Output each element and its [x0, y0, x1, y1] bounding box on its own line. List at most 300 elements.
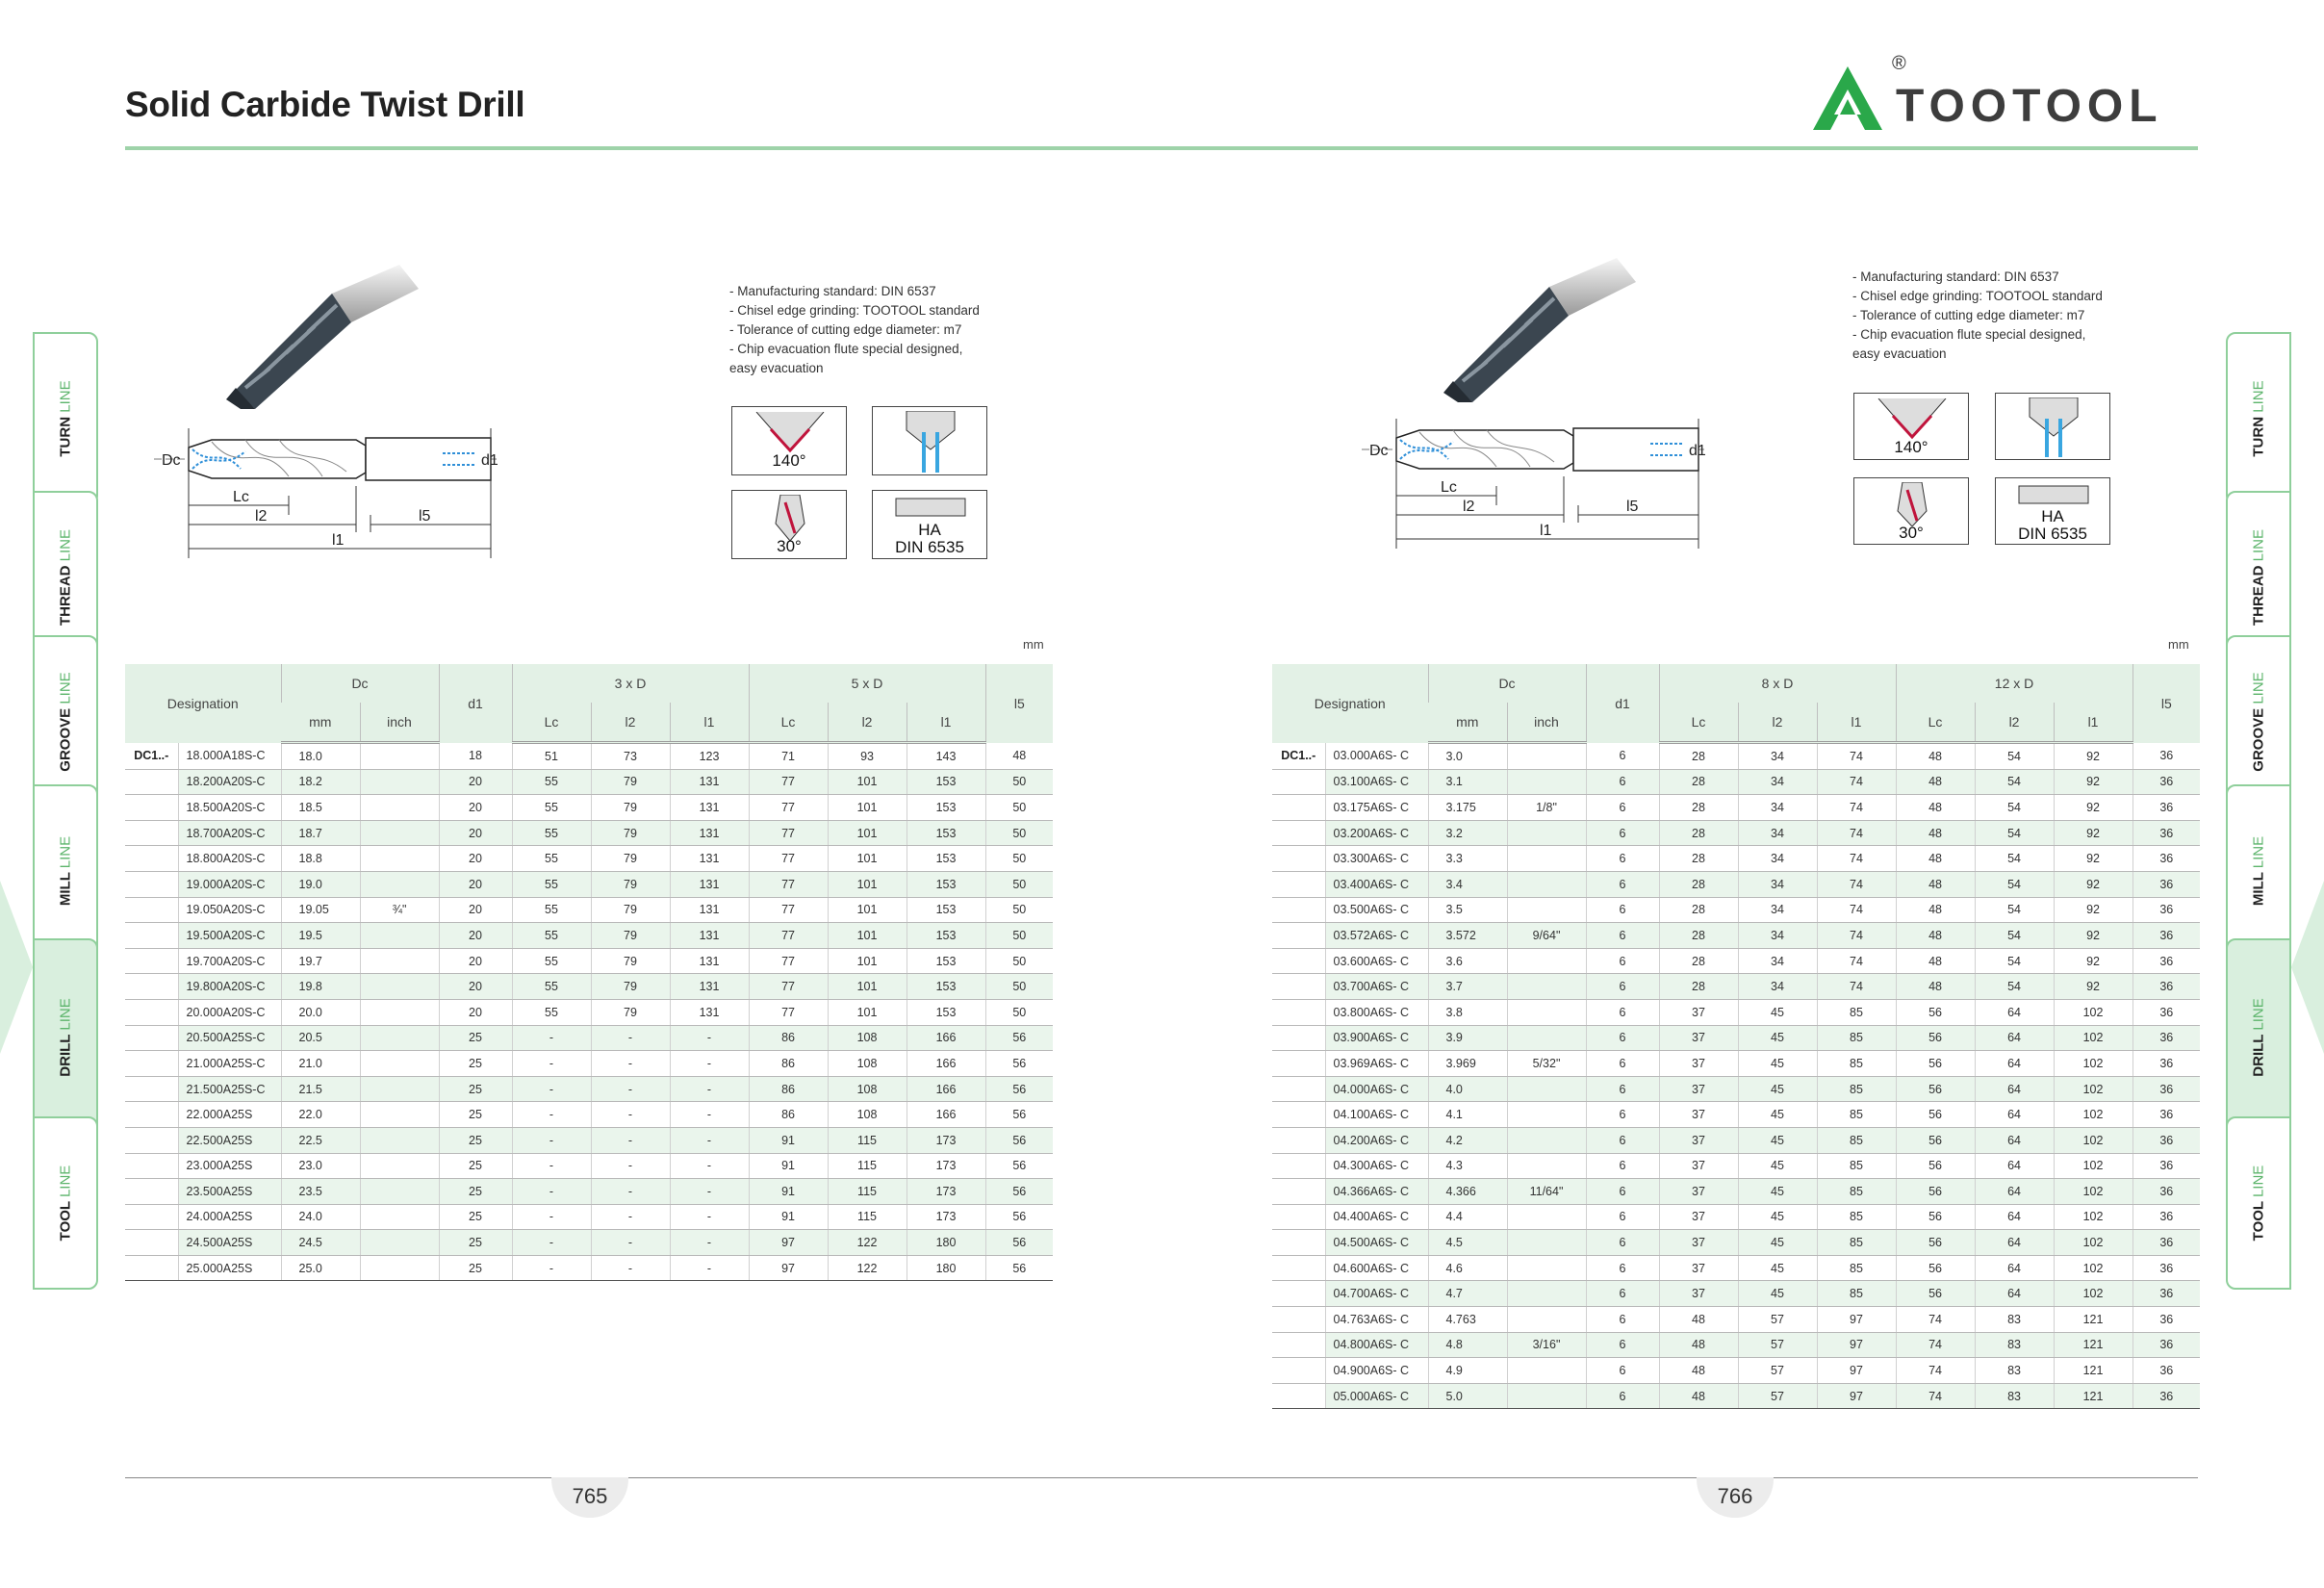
table-cell: 3.3 [1428, 846, 1507, 872]
table-cell: 97 [749, 1230, 828, 1256]
table-cell: 54 [1975, 871, 2054, 897]
table-cell: 77 [749, 871, 828, 897]
table-cell: 19.050A20S-C [178, 897, 281, 923]
table-cell: 85 [1817, 1230, 1896, 1256]
table-cell: 04.500A6S- C [1325, 1230, 1428, 1256]
table-cell: 48 [1896, 846, 1975, 872]
col-l2: l2 [591, 703, 670, 743]
table-row [1272, 1051, 2200, 1077]
table-cell: 56 [1896, 1025, 1975, 1051]
tab-drill-line-left[interactable]: DRILL LINE [33, 938, 98, 1136]
table-cell: - [512, 1179, 591, 1205]
table-cell: 23.000A25S [178, 1153, 281, 1179]
table-cell: 3.175 [1428, 795, 1507, 821]
table-row [125, 1102, 1053, 1128]
table-cell: 74 [1817, 974, 1896, 1000]
table-cell: 101 [828, 948, 907, 974]
series-prefix [1272, 923, 1325, 949]
table-cell: 18.500A20S-C [178, 795, 281, 821]
table-cell: 45 [1738, 1179, 1817, 1205]
table-cell: 74 [1817, 769, 1896, 795]
table-cell: 85 [1817, 1127, 1896, 1153]
series-prefix [1272, 846, 1325, 872]
table-cell: 131 [670, 974, 749, 1000]
table-cell [1507, 1255, 1586, 1281]
table-row [1272, 1383, 2200, 1409]
table-cell: 24.000A25S [178, 1204, 281, 1230]
table-cell: 20 [439, 846, 512, 872]
table-cell: 101 [828, 871, 907, 897]
table-cell: 37 [1659, 1153, 1738, 1179]
table-cell: 23.500A25S [178, 1179, 281, 1205]
table-cell: 25 [439, 1102, 512, 1128]
col-d1: d1 [439, 664, 512, 743]
table-cell: 6 [1586, 1307, 1659, 1333]
table-cell: 3.2 [1428, 820, 1507, 846]
col-dc-mm: mm [281, 703, 360, 743]
table-cell: 85 [1817, 1102, 1896, 1128]
table-cell: 36 [2132, 1204, 2200, 1230]
table-row [125, 743, 1053, 770]
table-cell: 153 [907, 820, 985, 846]
table-cell [1507, 1127, 1586, 1153]
table-cell: 20 [439, 923, 512, 949]
unit-label-left: mm [1023, 637, 1044, 652]
table-cell [1507, 1307, 1586, 1333]
col-l2: l2 [1738, 703, 1817, 743]
table-cell: 143 [907, 743, 985, 770]
col-group-1: 3 x D [512, 664, 749, 703]
table-cell: 34 [1738, 743, 1817, 770]
table-cell: - [512, 1025, 591, 1051]
table-cell: 74 [1817, 820, 1896, 846]
table-cell: 56 [985, 1102, 1053, 1128]
spec-item: - Chip evacuation flute special designed, [1852, 327, 2086, 342]
table-cell: 64 [1975, 1025, 2054, 1051]
table-cell: 37 [1659, 1127, 1738, 1153]
table-cell: 54 [1975, 743, 2054, 770]
table-cell: 131 [670, 795, 749, 821]
table-cell: 64 [1975, 1230, 2054, 1256]
table-cell: 03.200A6S- C [1325, 820, 1428, 846]
table-cell: - [591, 1204, 670, 1230]
tab-turn-line-left[interactable]: TURN LINE [33, 332, 98, 505]
table-cell: 77 [749, 999, 828, 1025]
table-cell: 50 [985, 769, 1053, 795]
drill-photo-right [1434, 258, 1636, 402]
table-cell: 56 [1896, 1230, 1975, 1256]
table-cell: 64 [1975, 1153, 2054, 1179]
table-cell: 37 [1659, 1179, 1738, 1205]
table-cell: 48 [1896, 871, 1975, 897]
table-cell [360, 1025, 439, 1051]
table-cell: 74 [1896, 1332, 1975, 1358]
table-cell: - [670, 1204, 749, 1230]
table-cell: 101 [828, 846, 907, 872]
table-cell: 121 [2054, 1307, 2132, 1333]
table-cell: 20.500A25S-C [178, 1025, 281, 1051]
drill-photo-left [217, 265, 419, 409]
table-cell: 45 [1738, 1127, 1817, 1153]
table-cell: 04.300A6S- C [1325, 1153, 1428, 1179]
shank-icon [894, 497, 967, 518]
table-cell: 05.000A6S- C [1325, 1383, 1428, 1409]
series-prefix [125, 1255, 178, 1281]
table-cell [360, 1230, 439, 1256]
table-cell: 04.100A6S- C [1325, 1102, 1428, 1128]
table-cell: 74 [1817, 743, 1896, 770]
col-l2: l2 [1975, 703, 2054, 743]
col-dc: Dc [281, 664, 439, 703]
table-cell: 03.800A6S- C [1325, 999, 1428, 1025]
table-cell: 18.7 [281, 820, 360, 846]
table-cell: 102 [2054, 1230, 2132, 1256]
table-cell: 45 [1738, 1255, 1817, 1281]
table-cell: 54 [1975, 923, 2054, 949]
table-cell: 55 [512, 897, 591, 923]
active-tab-pointer [0, 881, 33, 1054]
table-cell: 55 [512, 795, 591, 821]
table-cell: 153 [907, 897, 985, 923]
table-cell: 101 [828, 897, 907, 923]
table-cell [1507, 1153, 1586, 1179]
spec-item: - Chisel edge grinding: TOOTOOL standard [729, 303, 980, 318]
table-cell: 36 [2132, 795, 2200, 821]
table-cell: 122 [828, 1230, 907, 1256]
table-cell: - [591, 1051, 670, 1077]
series-prefix [1272, 871, 1325, 897]
table-cell: 6 [1586, 1358, 1659, 1384]
table-cell: 04.366A6S- C [1325, 1179, 1428, 1205]
tab-tool-line-left[interactable]: TOOL LINE [33, 1116, 98, 1290]
table-row [1272, 999, 2200, 1025]
table-cell: 166 [907, 1076, 985, 1102]
series-prefix [1272, 769, 1325, 795]
table-cell: - [670, 1025, 749, 1051]
table-cell: 102 [2054, 1127, 2132, 1153]
table-cell: 92 [2054, 820, 2132, 846]
table-cell: 4.366 [1428, 1179, 1507, 1205]
table-cell: 74 [1817, 897, 1896, 923]
table-cell: 115 [828, 1127, 907, 1153]
table-cell: 180 [907, 1230, 985, 1256]
point-angle-box: 140° [731, 406, 847, 475]
table-cell: 102 [2054, 999, 2132, 1025]
series-prefix: DC1..- [125, 743, 178, 770]
table-cell: 6 [1586, 1076, 1659, 1102]
series-prefix [1272, 999, 1325, 1025]
table-cell: 79 [591, 974, 670, 1000]
table-cell: 03.600A6S- C [1325, 948, 1428, 974]
table-cell: 6 [1586, 1051, 1659, 1077]
table-cell: 102 [2054, 1179, 2132, 1205]
table-cell: 108 [828, 1051, 907, 1077]
table-cell: 48 [1896, 820, 1975, 846]
table-cell: 48 [1896, 923, 1975, 949]
table-cell: 37 [1659, 999, 1738, 1025]
table-cell: 3.6 [1428, 948, 1507, 974]
table-cell: 4.1 [1428, 1102, 1507, 1128]
table-cell: 48 [1659, 1383, 1738, 1409]
table-cell: 03.300A6S- C [1325, 846, 1428, 872]
table-cell: 74 [1817, 923, 1896, 949]
table-cell: 4.2 [1428, 1127, 1507, 1153]
table-cell: 56 [1896, 1102, 1975, 1128]
table-cell: 48 [1896, 948, 1975, 974]
table-cell: 93 [828, 743, 907, 770]
table-cell: 48 [985, 743, 1053, 770]
table-cell: 19.7 [281, 948, 360, 974]
table-cell: 18.200A20S-C [178, 769, 281, 795]
table-cell: 11/64" [1507, 1179, 1586, 1205]
table-cell: 48 [1896, 795, 1975, 821]
series-prefix [125, 897, 178, 923]
label-l1: l1 [1540, 523, 1552, 539]
table-cell: 131 [670, 897, 749, 923]
table-cell: 97 [1817, 1307, 1896, 1333]
table-cell: 166 [907, 1025, 985, 1051]
table-cell: 56 [985, 1127, 1053, 1153]
table-cell: 55 [512, 846, 591, 872]
series-prefix [125, 871, 178, 897]
table-cell: 25 [439, 1230, 512, 1256]
table-cell: 92 [2054, 897, 2132, 923]
table-cell: 101 [828, 820, 907, 846]
table-cell: 77 [749, 820, 828, 846]
table-cell: 85 [1817, 1255, 1896, 1281]
table-cell: 6 [1586, 1153, 1659, 1179]
logo-mark-icon [1809, 61, 1886, 138]
col-lc: Lc [512, 703, 591, 743]
table-cell: 36 [2132, 1153, 2200, 1179]
table-cell: 97 [749, 1255, 828, 1281]
tab-groove-line-left[interactable]: GROOVE LINE [33, 635, 98, 808]
table-cell: 92 [2054, 948, 2132, 974]
table-cell: 50 [985, 795, 1053, 821]
tab-mill-line-right[interactable]: MILL LINE [2226, 784, 2291, 958]
table-cell [1507, 1025, 1586, 1051]
series-prefix [125, 1127, 178, 1153]
table-cell: 48 [1659, 1307, 1738, 1333]
table-cell: 55 [512, 999, 591, 1025]
coolant-box [1995, 393, 2110, 460]
table-cell: 4.4 [1428, 1204, 1507, 1230]
tab-drill-line-right[interactable]: DRILL LINE [2226, 938, 2291, 1136]
table-cell: 04.763A6S- C [1325, 1307, 1428, 1333]
table-row [125, 871, 1053, 897]
table-cell: 04.600A6S- C [1325, 1255, 1428, 1281]
helix-angle-icon [1888, 482, 1936, 526]
table-cell: 45 [1738, 1025, 1817, 1051]
table-cell: 04.700A6S- C [1325, 1281, 1428, 1307]
table-row [1272, 1204, 2200, 1230]
table-cell [360, 795, 439, 821]
table-cell: 34 [1738, 923, 1817, 949]
table-cell: 54 [1975, 846, 2054, 872]
table-cell: 102 [2054, 1076, 2132, 1102]
drill-spec-table-left [125, 664, 1053, 1281]
table-row [125, 1230, 1053, 1256]
series-prefix [125, 820, 178, 846]
table-cell [1507, 820, 1586, 846]
table-cell: ¾" [360, 897, 439, 923]
col-group-1: 8 x D [1659, 664, 1896, 703]
table-cell: 83 [1975, 1358, 2054, 1384]
table-cell: 55 [512, 769, 591, 795]
unit-label-right: mm [2168, 637, 2189, 652]
table-cell: 4.7 [1428, 1281, 1507, 1307]
table-cell: 25 [439, 1204, 512, 1230]
series-prefix [1272, 1102, 1325, 1128]
series-prefix [125, 1179, 178, 1205]
table-cell: 24.500A25S [178, 1230, 281, 1256]
table-cell: 45 [1738, 999, 1817, 1025]
table-cell: 48 [1659, 1358, 1738, 1384]
tab-groove-line-right[interactable]: GROOVE LINE [2226, 635, 2291, 808]
table-row [125, 1179, 1053, 1205]
series-prefix [125, 948, 178, 974]
spec-item: - Tolerance of cutting edge diameter: m7 [1852, 308, 2085, 322]
table-cell: - [591, 1230, 670, 1256]
table-cell: 03.500A6S- C [1325, 897, 1428, 923]
table-cell: 79 [591, 846, 670, 872]
table-cell: 73 [591, 743, 670, 770]
table-cell: 6 [1586, 795, 1659, 821]
table-row [125, 1076, 1053, 1102]
table-cell: 37 [1659, 1102, 1738, 1128]
table-row [1272, 1102, 2200, 1128]
table-cell: 28 [1659, 948, 1738, 974]
table-cell: 19.05 [281, 897, 360, 923]
table-cell: 123 [670, 743, 749, 770]
table-cell: 85 [1817, 1051, 1896, 1077]
table-cell [360, 999, 439, 1025]
table-cell [360, 1076, 439, 1102]
table-cell: 25 [439, 1127, 512, 1153]
table-cell: 20 [439, 974, 512, 1000]
table-cell: 97 [1817, 1383, 1896, 1409]
table-cell: 79 [591, 820, 670, 846]
table-cell: 54 [1975, 897, 2054, 923]
table-cell: 153 [907, 871, 985, 897]
table-cell: 34 [1738, 974, 1817, 1000]
table-cell: 21.000A25S-C [178, 1051, 281, 1077]
table-cell: 79 [591, 769, 670, 795]
table-cell: 74 [1817, 871, 1896, 897]
col-l1: l1 [670, 703, 749, 743]
point-angle-icon [1874, 398, 1951, 442]
table-cell: 74 [1896, 1383, 1975, 1409]
table-cell: 37 [1659, 1230, 1738, 1256]
table-cell [1507, 999, 1586, 1025]
table-cell [360, 820, 439, 846]
table-row [1272, 820, 2200, 846]
table-cell: 85 [1817, 1179, 1896, 1205]
table-row [1272, 1332, 2200, 1358]
table-cell: 36 [2132, 1051, 2200, 1077]
table-cell: 56 [985, 1153, 1053, 1179]
table-cell: 45 [1738, 1102, 1817, 1128]
series-prefix [125, 1051, 178, 1077]
table-cell: 28 [1659, 743, 1738, 770]
table-cell [1507, 1102, 1586, 1128]
series-prefix [125, 923, 178, 949]
table-cell: 101 [828, 769, 907, 795]
table-cell: 3.5 [1428, 897, 1507, 923]
table-row [1272, 1025, 2200, 1051]
table-cell: 36 [2132, 769, 2200, 795]
table-cell: 54 [1975, 948, 2054, 974]
series-prefix [125, 1102, 178, 1128]
tab-thread-line-left[interactable]: THREAD LINE [33, 491, 98, 664]
table-cell: 36 [2132, 1332, 2200, 1358]
table-cell: 18.5 [281, 795, 360, 821]
table-cell: 36 [2132, 871, 2200, 897]
registered-mark: ® [1892, 53, 1906, 74]
table-cell: 56 [1896, 1127, 1975, 1153]
tab-mill-line-left[interactable]: MILL LINE [33, 784, 98, 958]
table-cell: 25 [439, 1025, 512, 1051]
table-cell: 36 [2132, 1358, 2200, 1384]
spec-item: - Chisel edge grinding: TOOTOOL standard [1852, 289, 2103, 303]
table-cell: 24.0 [281, 1204, 360, 1230]
table-cell: 77 [749, 795, 828, 821]
table-cell: 85 [1817, 1025, 1896, 1051]
table-cell: 6 [1586, 974, 1659, 1000]
label-l5: l5 [1626, 499, 1639, 515]
col-lc: Lc [1659, 703, 1738, 743]
tab-tool-line-right[interactable]: TOOL LINE [2226, 1116, 2291, 1290]
table-cell: 34 [1738, 846, 1817, 872]
table-cell: 6 [1586, 923, 1659, 949]
table-cell: 102 [2054, 1102, 2132, 1128]
series-prefix [1272, 1230, 1325, 1256]
table-cell: - [512, 1230, 591, 1256]
table-cell: 6 [1586, 897, 1659, 923]
table-cell: 3.1 [1428, 769, 1507, 795]
table-cell: - [591, 1127, 670, 1153]
table-cell: 131 [670, 948, 749, 974]
table-cell: 166 [907, 1102, 985, 1128]
series-prefix: DC1..- [1272, 743, 1325, 770]
page-title: Solid Carbide Twist Drill [125, 85, 525, 124]
coolant-box [872, 406, 987, 475]
table-cell: 36 [2132, 1102, 2200, 1128]
table-cell: - [670, 1255, 749, 1281]
table-cell [360, 974, 439, 1000]
table-cell: 102 [2054, 1153, 2132, 1179]
table-cell: 56 [1896, 999, 1975, 1025]
tab-thread-line-right[interactable]: THREAD LINE [2226, 491, 2291, 664]
table-cell: 28 [1659, 795, 1738, 821]
table-cell: 56 [1896, 1179, 1975, 1205]
table-cell [360, 1051, 439, 1077]
col-lc: Lc [749, 703, 828, 743]
label-l1: l1 [332, 532, 345, 549]
table-cell: 34 [1738, 820, 1817, 846]
table-cell: 173 [907, 1179, 985, 1205]
table-cell: 25 [439, 1051, 512, 1077]
table-cell: 48 [1896, 897, 1975, 923]
table-cell: 173 [907, 1127, 985, 1153]
table-cell: 3.0 [1428, 743, 1507, 770]
table-cell: 180 [907, 1255, 985, 1281]
table-cell: 166 [907, 1051, 985, 1077]
table-cell: 21.5 [281, 1076, 360, 1102]
table-cell: 121 [2054, 1332, 2132, 1358]
tab-turn-line-right[interactable]: TURN LINE [2226, 332, 2291, 505]
table-cell: 86 [749, 1076, 828, 1102]
